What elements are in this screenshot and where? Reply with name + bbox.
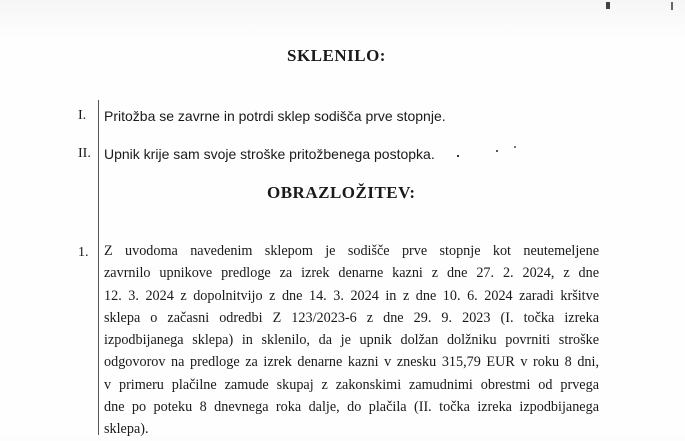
paragraph-line: 12. 3. 2024 z dopolnitvijo z dne 14. 3. 2024 in z dne 10. 6. 2024 zaradi kršitve bbox=[104, 287, 599, 304]
paragraph-line: zavrnilo upnikove predloge za izrek denarne kazni z dne 27. 2. 2024, z dne bbox=[104, 265, 599, 282]
paragraph-number: 1. bbox=[78, 245, 89, 260]
scan-artifact bbox=[606, 2, 610, 9]
margin-line bbox=[98, 100, 99, 435]
item-numeral-1: I. bbox=[78, 108, 87, 123]
paragraph-line: v primeru plačilne zamude skupaj z zakonskimi zamudnimi obrestmi od prvega bbox=[104, 376, 599, 393]
scan-artifact bbox=[514, 146, 516, 148]
paragraph-line: Z uvodoma navedenim sklepom je sodišče prve stopnje kot neutemeljene bbox=[104, 243, 599, 259]
scan-artifact bbox=[457, 155, 459, 157]
scan-artifact bbox=[671, 2, 673, 10]
paragraph-line: dne po poteku 8 dnevnega roka dalje, do plačila (II. točka izreka izpodbijanega bbox=[104, 399, 599, 416]
paragraph-line: sklepa o začasni odredbi Z 123/2023-6 z dne 29. 9. 2023 (I. točka izreka bbox=[104, 309, 599, 326]
item-text-1: Pritožba se zavrne in potrdi sklep sodišča prve stopnje. bbox=[104, 108, 446, 124]
paragraph-body bbox=[104, 240, 599, 441]
heading-sklenilo: SKLENILO: bbox=[287, 46, 386, 65]
scan-artifact bbox=[496, 150, 498, 152]
paragraph-line: sklepa). bbox=[104, 421, 149, 438]
heading-obrazlozitev: OBRAZLOŽITEV: bbox=[267, 183, 416, 202]
paragraph-line: izpodbijanega sklepa) in sklenilo, da je upnik dolžan dolžniku povrniti stroške bbox=[104, 332, 599, 349]
paragraph-line: odgovorov na predloge za izrek denarne kazni v znesku 315,79 EUR v roku 8 dni, bbox=[104, 354, 599, 371]
item-numeral-2: II. bbox=[78, 146, 91, 161]
item-text-2: Upnik krije sam svoje stroške pritožbenega postopka. bbox=[104, 146, 435, 162]
